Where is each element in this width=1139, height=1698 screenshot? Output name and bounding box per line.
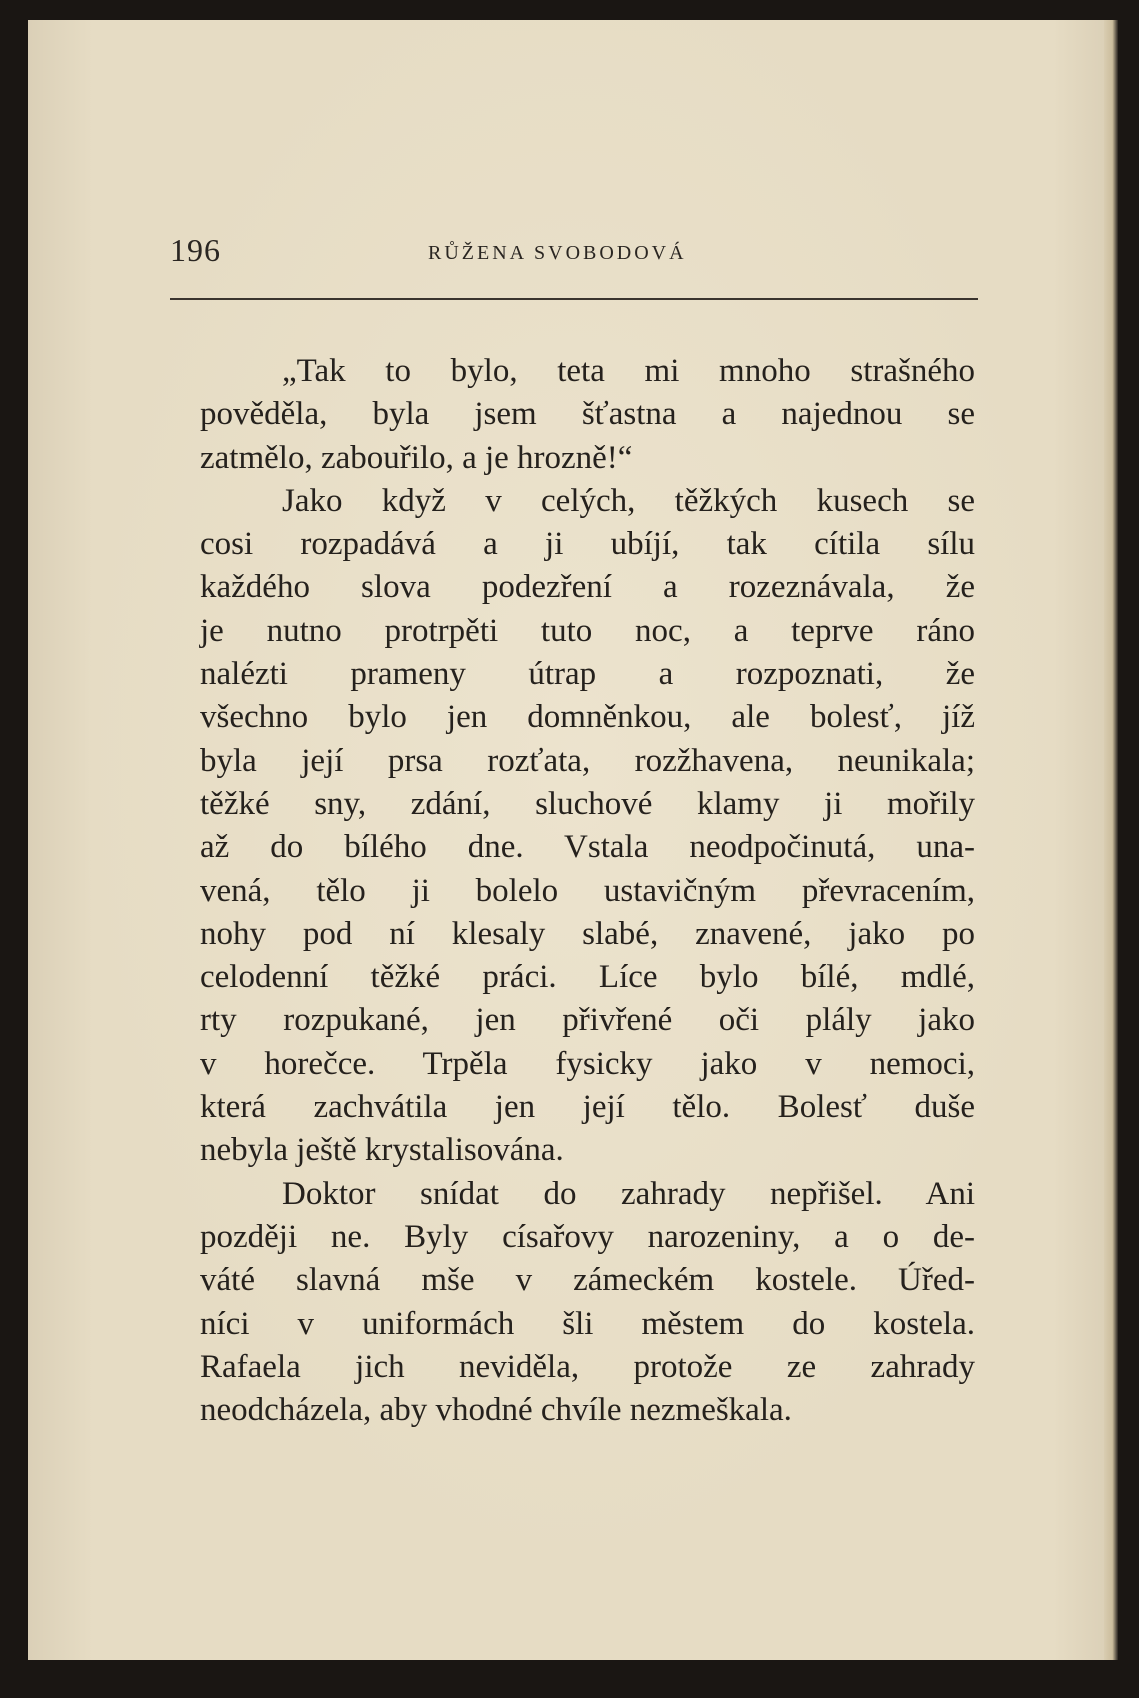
body-text bbox=[200, 350, 975, 1432]
text-line: která zachvátila jen její tělo. Bolesť duše bbox=[200, 1089, 975, 1126]
text-line: až do bílého dne. Vstala neodpočinutá, una- bbox=[200, 829, 975, 866]
page-number: 196 bbox=[170, 232, 221, 268]
text-line: rty rozpukané, jen přivřené oči plály jako bbox=[200, 1002, 975, 1039]
text-line: váté slavná mše v zámeckém kostele. Úřed- bbox=[200, 1262, 975, 1299]
paragraph bbox=[200, 350, 975, 480]
text-line: Rafaela jich neviděla, protože ze zahrady bbox=[200, 1348, 975, 1385]
text-line: Jako když v celých, těžkých kusech se bbox=[282, 482, 975, 519]
page-header bbox=[170, 232, 978, 282]
header-rule bbox=[170, 298, 978, 300]
text-line: v horečce. Trpěla fysicky jako v nemoci, bbox=[200, 1045, 975, 1082]
text-line: níci v uniformách šli městem do kostela. bbox=[200, 1305, 975, 1342]
text-line: „Tak to bylo, teta mi mnoho strašného bbox=[282, 353, 975, 389]
text-line: těžké sny, zdání, sluchové klamy ji mořily bbox=[200, 785, 975, 822]
text-line: pověděla, byla jsem šťastna a najednou se bbox=[200, 396, 975, 433]
text-line: všechno bylo jen domněnkou, ale bolesť, jíž bbox=[200, 699, 975, 736]
text-line: každého slova podezření a rozeznávala, že bbox=[200, 569, 975, 606]
text-line: je nutno protrpěti tuto noc, a teprve ráno bbox=[200, 612, 975, 649]
text-line: vená, tělo ji bolelo ustavičným převracením, bbox=[200, 872, 975, 909]
text-line: cosi rozpadává a ji ubíjí, tak cítila sílu bbox=[200, 526, 975, 563]
running-head: RŮŽENA SVOBODOVÁ bbox=[428, 242, 687, 264]
paragraph bbox=[200, 1173, 975, 1433]
text-line: nebyla ještě krystalisována. bbox=[200, 1132, 564, 1169]
paragraph bbox=[200, 480, 975, 1173]
text-line: později ne. Byly císařovy narozeniny, a o de- bbox=[200, 1218, 975, 1255]
page-edge bbox=[1104, 20, 1118, 1660]
text-line: nohy pod ní klesaly slabé, znavené, jako po bbox=[200, 915, 975, 952]
text-line: zatmělo, zabouřilo, a je hrozně!“ bbox=[200, 439, 633, 476]
text-line: Doktor snídat do zahrady nepřišel. Ani bbox=[282, 1175, 975, 1212]
text-line: celodenní těžké práci. Líce bylo bílé, mdlé, bbox=[200, 959, 975, 996]
text-line: neodcházela, aby vhodné chvíle nezmeškala. bbox=[200, 1392, 792, 1429]
text-line: byla její prsa rozťata, rozžhavena, neunikala; bbox=[200, 742, 975, 779]
text-line: nalézti prameny útrap a rozpoznati, že bbox=[200, 656, 975, 693]
